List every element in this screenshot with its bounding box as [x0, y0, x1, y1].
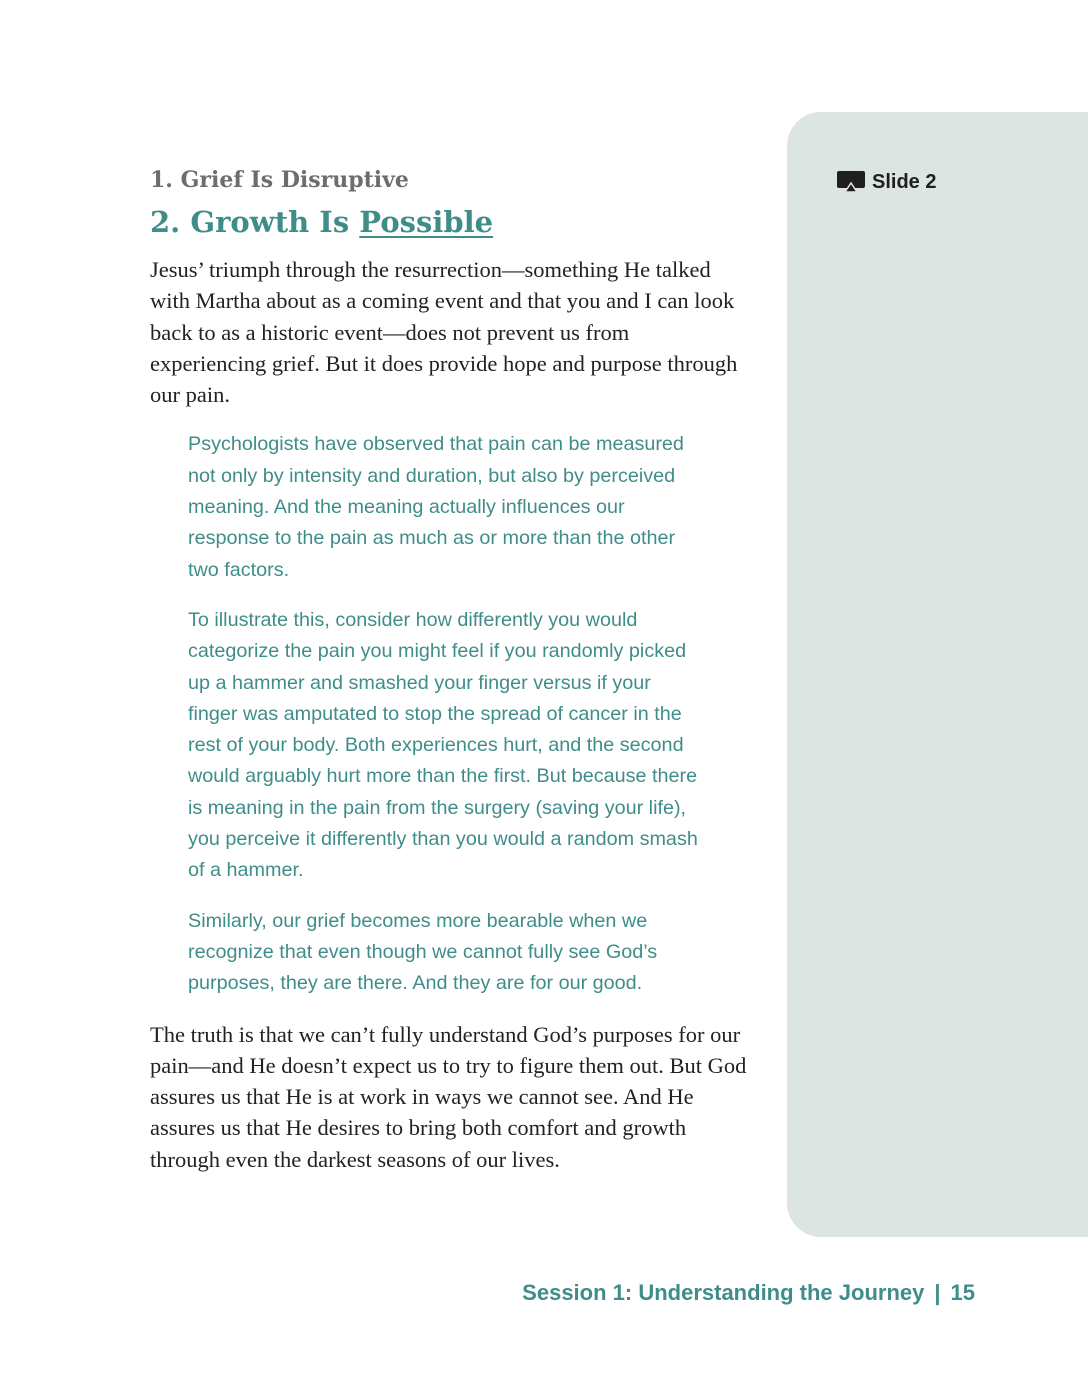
page-number: 15 — [950, 1280, 975, 1305]
closing-paragraph: The truth is that we can’t fully understand God’s purposes for our pain—and He doesn’t expect us to try to figure them out. But God assures us that He is at work in ways we cannot see. And He assures us that He desires to bring both comfort and growth through even the darkest seasons of our lives. — [150, 1021, 747, 1172]
page-footer — [522, 1280, 975, 1306]
quote-paragraph: To illustrate this, consider how differently you would categorize the pain you might feel if you randomly picked up a hammer and smashed your finger versus if your finger was amputated to stop the spread of cancer in the rest of your body. Both experiences hurt, and the second would arguably hurt more than the first. But because there is meaning in the pain from the surgery (saving your life), you perceive it differently than you would a random smash of a hammer. — [188, 608, 698, 882]
intro-paragraph: Jesus’ triumph through the resurrection—something He talked with Martha about as a coming event and that you and I can look back to as a historic event—does not prevent us from experiencing grief. But it does provide hope and purpose through our pain. — [150, 257, 738, 408]
page-title — [150, 202, 750, 242]
heading-prefix: 2. Growth Is — [150, 205, 360, 239]
footer-separator: | — [934, 1280, 941, 1305]
previous-point-subheading: 1. Grief Is Disruptive — [150, 167, 409, 193]
presentation-screen-icon — [836, 170, 866, 194]
quote-paragraph: Psychologists have observed that pain can be measured not only by intensity and duration, but also by perceived meaning. And the meaning actually influences our response to the pain as much as or more than the other two factors. — [188, 433, 684, 581]
main-content — [150, 164, 750, 1175]
slide-marker — [836, 170, 936, 194]
heading-emphasis: Possible — [359, 205, 494, 239]
slide-label: Slide 2 — [872, 170, 937, 193]
quote-block — [188, 429, 698, 999]
quote-paragraph: Similarly, our grief becomes more bearable when we recognize that even though we cannot fully see God’s purposes, they are there. And they are for our good. — [188, 909, 658, 995]
session-title: Session 1: Understanding the Journey — [522, 1280, 925, 1305]
sidebar-panel — [787, 112, 1088, 1237]
